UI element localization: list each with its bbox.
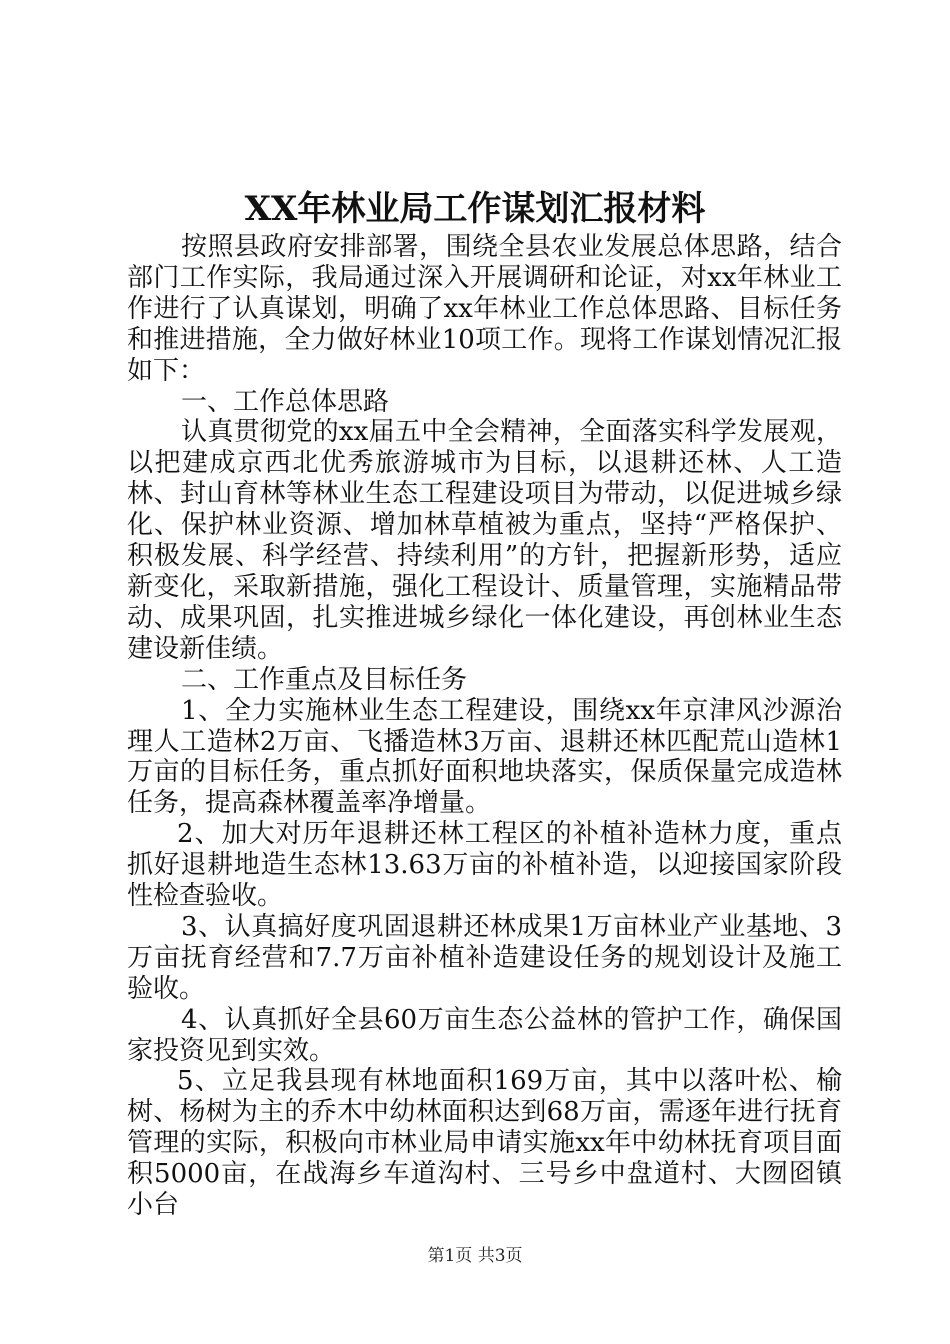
paragraph-item-3: 3、认真搞好度巩固退耕还林成果1万亩林业产业基地、3万亩抚育经营和7.7万亩补植补造建设任务的规划设计及施工验收。 bbox=[127, 911, 842, 1004]
document-body bbox=[127, 232, 842, 1221]
paragraph-item-2: 2、加大对历年退耕还林工程区的补植补造林力度，重点抓好退耕地造生态林13.63万亩的补植补造，以迎接国家阶段性检查验收。 bbox=[127, 819, 842, 912]
section-heading-2: 二、工作重点及目标任务 bbox=[181, 664, 468, 695]
paragraph-item-4: 4、认真抓好全县60万亩生态公益林的管护工作，确保国家投资见到实效。 bbox=[127, 1004, 842, 1066]
paragraph-item-5: 5、立足我县现有林地面积169万亩，其中以落叶松、榆树、杨树为主的乔木中幼林面积达到68万亩，需逐年进行抚育管理的实际，积极向市林业局申请实施xx年中幼林抚育项目面积5000亩，在战海乡车道沟村、三号乡中盘道村、大囫囵镇小台 bbox=[127, 1066, 842, 1221]
section-heading-1: 一、工作总体思路 bbox=[181, 386, 390, 417]
document-title: XX年林业局工作谋划汇报材料 bbox=[244, 189, 706, 229]
page-number-footer: 第1页 共3页 bbox=[427, 1246, 523, 1266]
paragraph-intro: 按照县政府安排部署，围绕全县农业发展总体思路，结合部门工作实际，我局通过深入开展调研和论证，对xx年林业工作进行了认真谋划，明确了xx年林业工作总体思路、目标任务和推进措施，全力做好林业10项工作。现将工作谋划情况汇报如下： bbox=[127, 232, 842, 386]
paragraph-item-1: 1、全力实施林业生态工程建设，围绕xx年京津风沙源治理人工造林2万亩、飞播造林3万亩、退耕还林匹配荒山造林1万亩的目标任务，重点抓好面积地块落实，保质保量完成造林任务，提高森林覆盖率净增量。 bbox=[127, 695, 842, 819]
paragraph-overall-approach: 认真贯彻党的xx届五中全会精神，全面落实科学发展观，以把建成京西北优秀旅游城市为目标，以退耕还林、人工造林、封山育林等林业生态工程建设项目为带动，以促进城乡绿化、保护林业资源、增加林草植被为重点，坚持“严格保护、积极发展、科学经营、持续利用”的方针，把握新形势，适应新变化，采取新措施，强化工程设计、质量管理，实施精品带动、成果巩固，扎实推进城乡绿化一体化建设，再创林业生态建设新佳绩。 bbox=[127, 417, 842, 664]
